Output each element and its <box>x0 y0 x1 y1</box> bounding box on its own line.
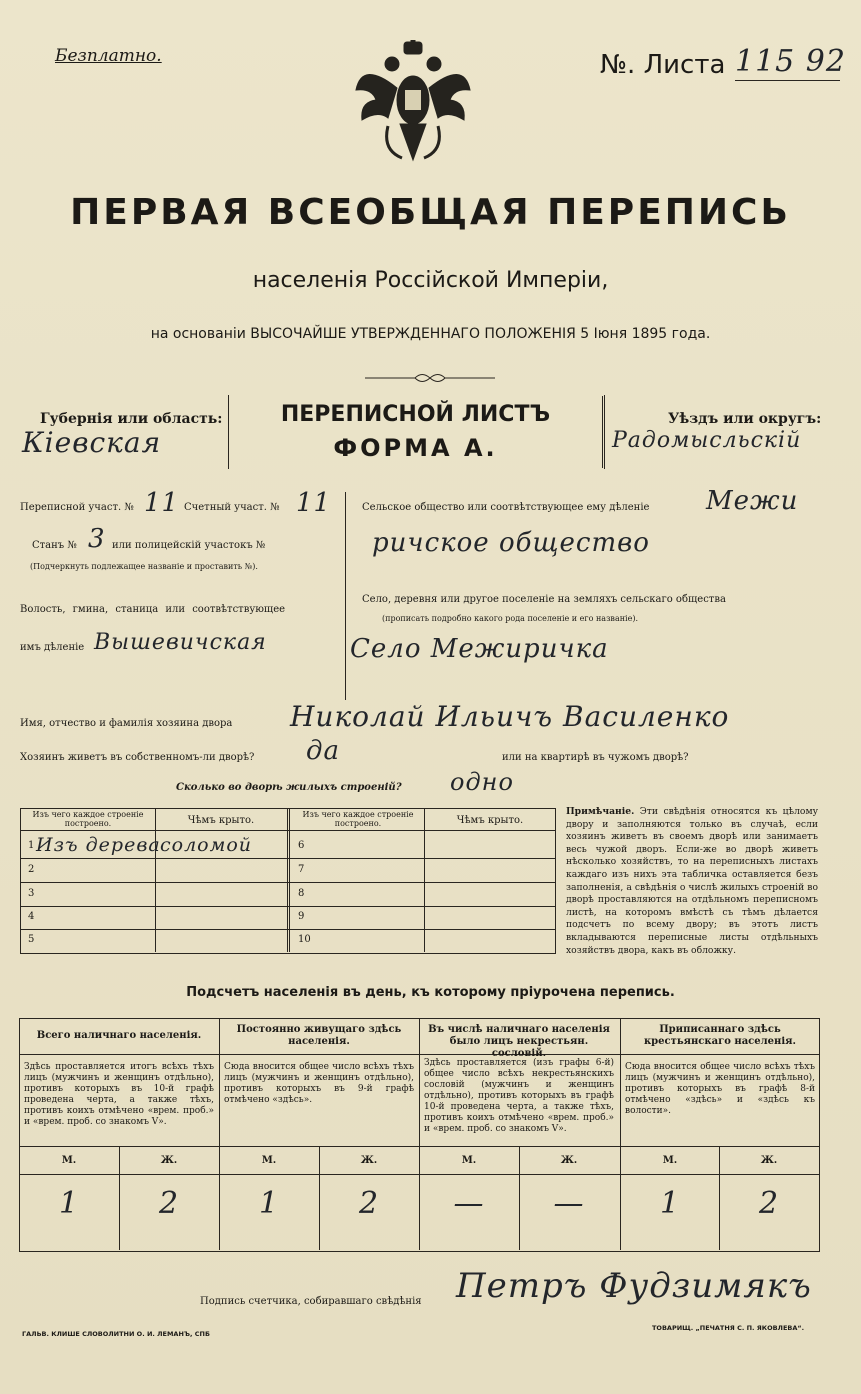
village-label-1: Село, деревня или другое поселеніе на земляхъ сельскаго общества <box>362 594 726 605</box>
buildings-label: Сколько во дворѣ жилыхъ строеній? <box>176 782 402 793</box>
volost-value: Вышевичская <box>94 630 267 655</box>
uezd-value: Радомысльскій <box>612 428 802 453</box>
pop-f-label-3: Ж. <box>560 1155 578 1166</box>
pop-col3-text: Здѣсь проставляется (изъ графы 6-й) общее число всѣхъ некрестьянскихъ сословій (мужчинъ и женщинъ отдѣльно), противъ которыхъ въ графѣ 10-й проведена черта, а также тѣхъ, противъ коихъ отмѣчено «врем. проб.» и «врем. проб. со знакомъ V». <box>424 1058 614 1134</box>
pop-col1-text: Здѣсь проставляется итогъ всѣхъ тѣхъ лицъ (мужчинъ и женщинъ отдѣльно), противъ которыхъ въ 10-й графѣ проведена черта, а также тѣхъ, противъ коихъ отмѣчено «врем. проб.» и «врем. проб. со знакомъ V». <box>24 1062 214 1127</box>
pop-f-label-2: Ж. <box>360 1155 378 1166</box>
count-plot-label: Счетный участ. № <box>184 502 280 513</box>
pop-m-label-2: М. <box>261 1155 277 1166</box>
pop-f-label-4: Ж. <box>760 1155 778 1166</box>
society-value-2: ричское общество <box>372 528 650 558</box>
subtitle: населенія Россійской Имперіи, <box>252 268 609 293</box>
village-label-2: (прописать подробно какого рода поселеніе и его названіе). <box>382 614 638 623</box>
owner-name-value: Николай Ильичъ Василенко <box>290 700 730 733</box>
sheet-number-label: №. Листа <box>600 50 726 80</box>
buildings-col1-right: Изъ чего каждое строеніе построено. <box>302 810 414 828</box>
buildings-col2-right: Чѣмъ крыто. <box>456 815 524 826</box>
pop-col2-head: Постоянно живущаго здѣсь населенія. <box>236 1024 402 1047</box>
sheet-number-value: 115 92 <box>735 44 846 79</box>
pop-m-label-4: М. <box>662 1155 678 1166</box>
main-title: ПЕРВАЯ ВСЕОБЩАЯ ПЕРЕПИСЬ <box>70 192 791 233</box>
pop-value-3: 1 <box>258 1186 280 1221</box>
signature-label: Подпись счетчика, собиравшаго свѣдѣнія <box>200 1296 422 1307</box>
free-label: Безплатно. <box>55 46 162 66</box>
pop-f-label-1: Ж. <box>160 1155 178 1166</box>
signature-value: Петръ Фудзимякъ <box>456 1266 812 1306</box>
owner-name-label: Имя, отчество и фамилія хозяина двора <box>20 718 233 729</box>
own-yard-label: Хозяинъ живетъ въ собственномъ-ли дворѣ? <box>20 752 255 763</box>
pop-value-5: — <box>453 1186 485 1221</box>
pop-value-6: — <box>553 1186 585 1221</box>
pop-m-label-1: М. <box>61 1155 77 1166</box>
census-plot-label: Переписной участ. № <box>20 502 134 513</box>
row-num-10: 10 <box>298 934 311 945</box>
guberniya-label: Губернія или область: <box>40 411 223 427</box>
row-num-9: 9 <box>298 911 305 922</box>
ornament-divider <box>365 371 495 385</box>
count-plot-value: 11 <box>296 488 332 518</box>
census-plot-value: 11 <box>144 488 180 518</box>
rent-label: или на квартирѣ въ чужомъ дворѣ? <box>502 752 689 763</box>
pop-col1-head: Всего наличнаго населенія. <box>36 1030 202 1041</box>
society-label: Сельское общество или соотвѣтствующее ему дѣленіе <box>362 502 650 513</box>
police-label: или полицейскій участокъ № <box>112 540 266 551</box>
row1-roof: соломой <box>160 834 253 856</box>
footer-left: ГАЛЬВ. КЛИШЕ СЛОВОЛИТНИ О. И. ЛЕМАНЪ, СПБ <box>22 1330 210 1338</box>
pop-col4-head: Приписаннаго здѣсь крестьянскаго населенія. <box>643 1024 797 1047</box>
uezd-label: Уѣздъ или округъ: <box>668 411 822 427</box>
society-value-1: Межи <box>706 486 799 516</box>
double-headed-eagle-icon <box>352 40 474 175</box>
volost-label-2: имъ дѣленіе <box>20 642 85 653</box>
note-text: Эти свѣдѣнія относятся къ цѣлому двору и заполняются только въ случаѣ, если хозяинъ живетъ въ своемъ дворѣ или занимаетъ весь чужой дворъ. Если-же во дворѣ живетъ нѣсколько хозяйствъ, то на переписныхъ листахъ каждаго изъ нихъ эта табличка оставляется безъ заполненія, а свѣдѣнія о числѣ жилыхъ строеній во дворѣ проставляются на отдѣльномъ переписномъ листѣ, на которомъ вмѣстѣ съ тѣмъ дѣлается подсчетъ по всему двору; въ этотъ листъ вкладываются переписные листы отдѣльныхъ хозяйствъ двора, какъ въ обложку. <box>566 806 819 956</box>
form-letter: ФОРМА А. <box>333 434 498 462</box>
pop-value-2: 2 <box>158 1186 180 1221</box>
underline-note: (Подчеркнуть подлежащее названіе и проставить №). <box>30 562 258 571</box>
stan-value: 3 <box>88 524 106 554</box>
pop-value-7: 1 <box>659 1186 681 1221</box>
pop-col4-text: Сюда вносится общее число всѣхъ тѣхъ лицъ (мужчинъ и женщинъ отдѣльно), противъ которыхъ въ графѣ 8-й отмѣчено «здѣсь» и «здѣсь къ волости». <box>625 1062 815 1116</box>
population-heading: Подсчетъ населенія въ день, къ которому пріурочена перепись. <box>186 985 675 1000</box>
row-num-1: 1 <box>28 840 35 851</box>
buildings-col1-left: Изъ чего каждое строеніе построено. <box>32 810 144 828</box>
row1-material: Изъ дерева <box>36 834 161 856</box>
buildings-value: одно <box>450 768 514 796</box>
pop-col2-text: Сюда вносится общее число всѣхъ тѣхъ лицъ (мужчинъ и женщинъ отдѣльно), противъ которыхъ въ 9-й графѣ отмѣчено «здѣсь». <box>224 1062 414 1105</box>
pop-col3-head: Въ числѣ наличнаго населенія было лицъ некрестьян. сословій. <box>428 1024 610 1059</box>
stan-label: Станъ № <box>32 540 77 551</box>
form-title: ПЕРЕПИСНОЙ ЛИСТЪ <box>280 402 551 427</box>
row-num-6: 6 <box>298 840 305 851</box>
guberniya-value: Кіевская <box>22 426 162 459</box>
buildings-col2-left: Чѣмъ крыто. <box>187 815 255 826</box>
pop-value-1: 1 <box>58 1186 80 1221</box>
pop-m-label-3: М. <box>461 1155 477 1166</box>
village-value: Село Межиричка <box>350 634 609 664</box>
own-yard-value: да <box>306 736 340 766</box>
pop-value-8: 2 <box>758 1186 780 1221</box>
row-num-7: 7 <box>298 864 305 875</box>
note-label: Примѣчаніе. <box>566 806 635 817</box>
row-num-8: 8 <box>298 888 305 899</box>
row-num-5: 5 <box>28 934 35 945</box>
volost-label-1: Волость, гмина, станица или соотвѣтствующее <box>20 604 286 615</box>
buildings-note <box>566 806 818 957</box>
row-num-4: 4 <box>28 911 35 922</box>
row-num-2: 2 <box>28 864 35 875</box>
basis-line: на основаніи ВЫСОЧАЙШЕ УТВЕРЖДЕННАГО ПОЛОЖЕНІЯ 5 Іюня 1895 года. <box>150 326 711 342</box>
footer-right: ТОВАРИЩ. „ПЕЧАТНЯ С. П. ЯКОВЛЕВА“. <box>652 1324 805 1332</box>
pop-value-4: 2 <box>358 1186 380 1221</box>
row-num-3: 3 <box>28 888 35 899</box>
